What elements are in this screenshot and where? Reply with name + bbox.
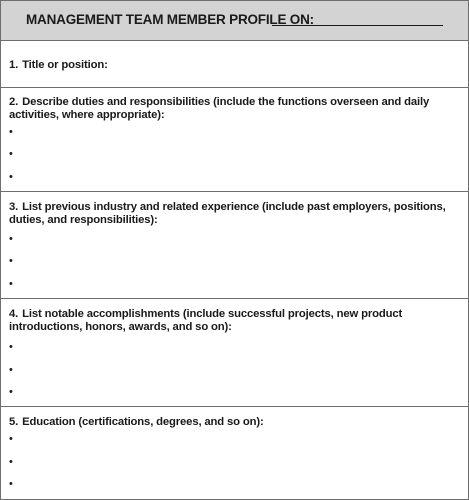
bullet-point: • xyxy=(9,386,13,398)
bullet-point: • xyxy=(9,364,13,376)
form-header xyxy=(1,1,468,41)
question-5: 5. Education (certifications, degrees, and so on): xyxy=(9,416,264,428)
bullet-point: • xyxy=(9,341,13,353)
question-3: 3. List previous industry and related experience (include past employers, positions, duties, and responsibilities): xyxy=(9,201,446,226)
section-accomplishments xyxy=(1,299,468,407)
bullet-point: • xyxy=(9,255,13,267)
bullet-point: • xyxy=(9,171,13,183)
section-education xyxy=(1,407,468,499)
name-blank-line xyxy=(272,25,443,26)
question-2: 2. Describe duties and responsibilities (include the functions overseen and daily activities, where appropriate): xyxy=(9,96,430,121)
bullet-point: • xyxy=(9,278,13,290)
bullet-point: • xyxy=(9,126,13,138)
section-experience xyxy=(1,192,468,299)
section-duties xyxy=(1,88,468,192)
bullet-point: • xyxy=(9,233,13,245)
question-1: 1. Title or position: xyxy=(9,59,108,71)
bullet-point: • xyxy=(9,148,13,160)
form-title: MANAGEMENT TEAM MEMBER PROFILE ON: xyxy=(26,12,314,27)
bullet-point: • xyxy=(9,478,13,490)
bullet-point: • xyxy=(9,456,13,468)
section-title-position xyxy=(1,41,468,88)
question-4: 4. List notable accomplishments (include successful projects, new product introductions, honors, awards, and so on): xyxy=(9,308,403,333)
bullet-point: • xyxy=(9,433,13,445)
